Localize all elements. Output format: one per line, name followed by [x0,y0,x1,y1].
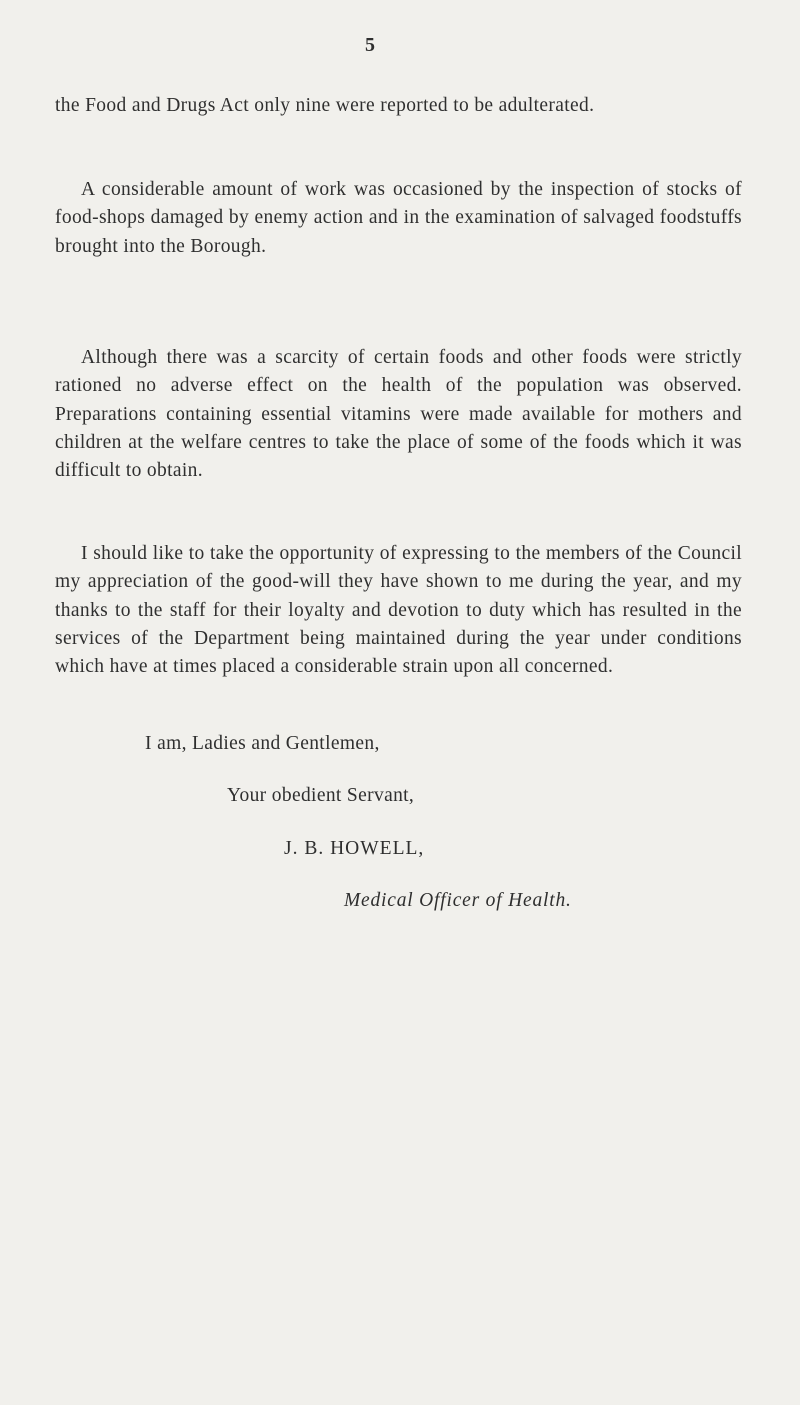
closing-salutation: I am, Ladies and Gentlemen, [145,733,380,754]
paragraph-food-scarcity: Although there was a scarcity of certain foods and other foods were strictly rationed no adverse effect on the health of the population was observed. Preparations containing essential vitamins were made available for mothers and children at the welfare centres to take the place of some of the foods which it was difficult to obtain. [55,347,742,482]
page-number: 5 [365,34,375,56]
signatory-name: J. B. HOWELL, [284,838,425,859]
paragraph-food-drugs-act: the Food and Drugs Act only nine were reported to be adulterated. [55,95,595,116]
signatory-title: Medical Officer of Health. [344,890,572,911]
paragraph-acknowledgements: I should like to take the opportunity of expressing to the members of the Council my appreciation of the good-will they have shown to me during the year, and my thanks to the staff for their loyalty and devotion to duty which has resulted in the services of the Department being maintained during the year under conditions which have at times placed a considerable strain upon all concerned. [55,543,742,678]
closing-complimentary: Your obedient Servant, [227,785,415,806]
paragraph-food-shop-inspection: A considerable amount of work was occasioned by the inspection of stocks of food-shops damaged by enemy action and in the examination of salvaged foodstuffs brought into the Borough. [55,179,742,257]
